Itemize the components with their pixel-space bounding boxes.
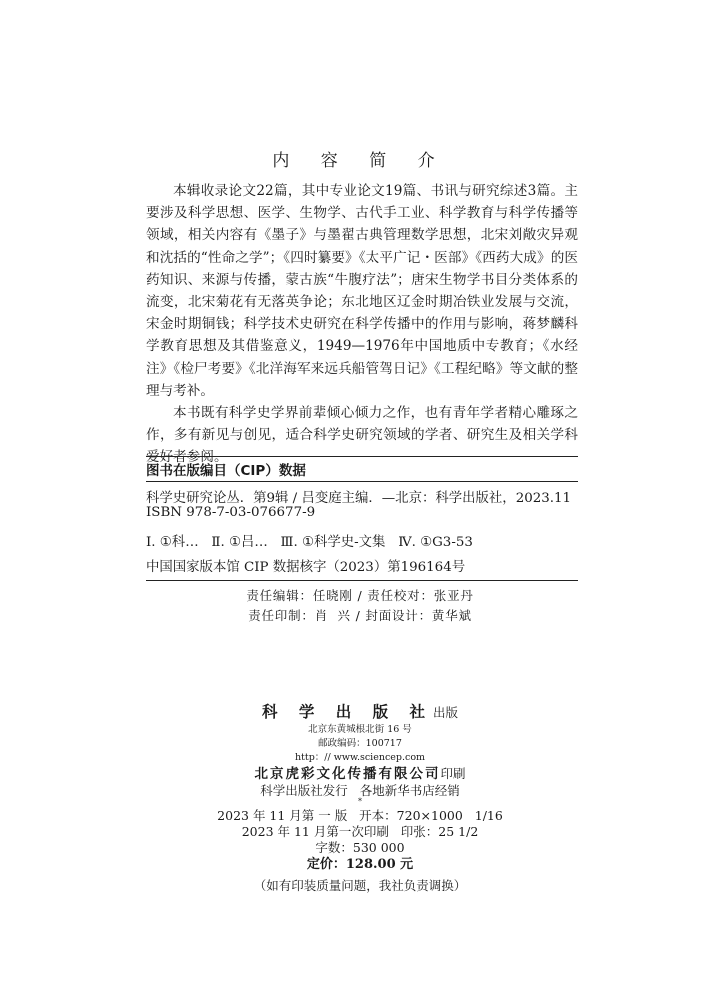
credits-production: 责任印制：肖 兴 / 封面设计：黄华斌 — [248, 608, 472, 623]
price-line — [0, 853, 720, 872]
printer-suffix: 印刷 — [440, 766, 466, 781]
cip-title-line: 科学史研究论丛．第9辑 / 吕变庭主编．—北京：科学出版社，2023.11 — [146, 491, 572, 506]
quality-notice: （如有印装质量问题，我社负责调换） — [253, 878, 467, 893]
credits-editors: 责任编辑：任晓刚 / 责任校对：张亚丹 — [246, 588, 474, 603]
printer-line — [0, 762, 720, 782]
cip-record-number: 中国国家版本馆 CIP 数据核字（2023）第196164号 — [146, 560, 466, 575]
cip-heading-rule — [146, 481, 578, 482]
price-label: 定价： — [306, 857, 346, 872]
summary-paragraph-1: 本辑收录论文22篇，其中专业论文19篇、书讯与研究综述3篇。主要涉及科学思想、医学、生物学、古代手工业、科学教育与科学传播等领域，相关内容有《墨子》与墨翟古典管理数学思想，北宋刘敞灾异观和沈括的“性命之学”；《四时纂要》《太平广记・医部》《西药大成》的医药知识、来源与传播，蒙古族“牛腹疗法”；唐宋生物学书目分类体系的流变，北宋菊花有无落英争论；东北地区辽金时期冶铁业发展与交流，宋金时期铜钱；科学技术史研究在科学传播中的作用与影响，蒋梦麟科学教育思想及其借鉴意义，1949—1976年中国地质中专教育；《水经注》《检尸考要》《北洋海军来远兵船管驾日记》《工程纪略》等文献的整理与考补。 — [146, 183, 578, 399]
cip-classification: Ⅰ. ①科… Ⅱ. ①吕… Ⅲ. ①科学史-文集 Ⅳ. ①G3-53 — [146, 535, 473, 550]
publisher-postcode: 邮政编码：100717 — [318, 738, 402, 749]
distribution-line: 科学出版社发行 各地新华书店经销 — [260, 783, 460, 798]
publisher-suffix: 出版 — [433, 705, 459, 720]
word-count: 字数：530 000 — [315, 840, 405, 855]
content-summary — [146, 180, 578, 469]
cip-heading: 图书在版编目（CIP）数据 — [146, 463, 306, 479]
cip-isbn: ISBN 978-7-03-076677-9 — [146, 505, 316, 520]
publisher-logo: 科 学 出 版 社 — [261, 703, 434, 721]
price-value: 128.00 元 — [345, 857, 414, 872]
publisher-line — [0, 700, 720, 722]
separator-star: * — [358, 797, 362, 806]
publisher-address: 北京东黄城根北街 16 号 — [308, 724, 412, 735]
cip-top-rule — [146, 456, 578, 457]
edition-line: 2023 年 11 月第 一 版 开本：720×1000 1/16 — [217, 808, 503, 823]
page-title: 内 容 简 介 — [272, 151, 448, 171]
summary-paragraph-2: 本书既有科学史学界前辈倾心倾力之作，也有青年学者精心雕琢之作，多有新见与创见，适合科学史研究领域的学者、研究生及相关学科爱好者参阅。 — [146, 405, 578, 466]
printing-line: 2023 年 11 月第一次印刷 印张：25 1/2 — [241, 824, 479, 839]
publisher-url: http：// www.sciencep.com — [294, 752, 426, 763]
printer-logo: 北京虎彩文化传播有限公司 — [254, 766, 441, 782]
cip-bottom-rule — [146, 580, 578, 581]
